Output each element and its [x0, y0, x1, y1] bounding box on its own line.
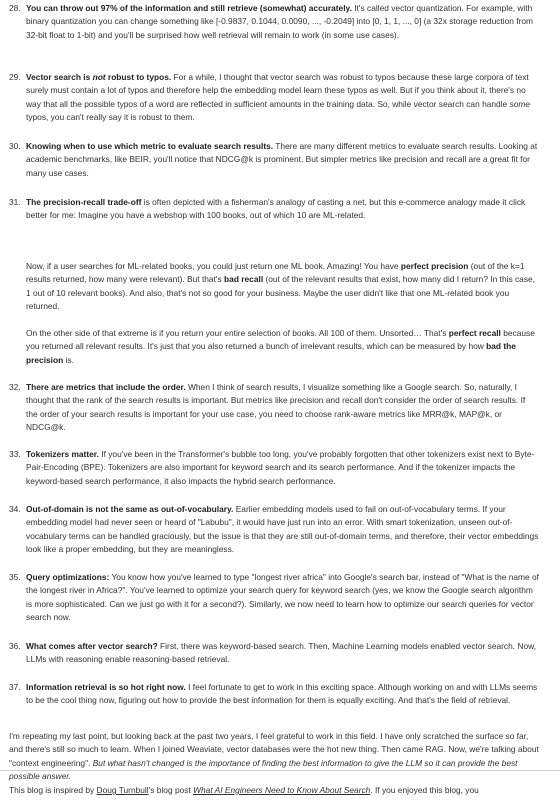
item-number: 37.	[9, 682, 21, 692]
item-body	[26, 448, 539, 488]
item-lead: Information retrieval is so hot right now.	[26, 682, 186, 692]
item-body	[26, 2, 539, 42]
footer-note: This blog is inspired by Doug Turnbull's blog post What AI Engineers Need to Know About Search. If you enjoyed this blog, you	[9, 785, 479, 795]
item-body: Vector search is not robust to typos. For a while, I thought that vector search was robust to typos because these large corpora of text surely must contain a lot of typos and therefore help the embedding model learn these typos as well. But if you think about it, there's no way that all the possible typos of a word are reflected in sufficient amounts in the training data. So, while vector search can handle some typos, you can't really say it is robust to them.	[26, 72, 531, 123]
item-number: 29.	[9, 72, 21, 82]
item-lead: You can throw out 97% of the information and still retrieve (somewhat) accurately.	[26, 3, 352, 13]
item-number: 31.	[9, 197, 21, 207]
item-lead: Out-of-domain is not the same as out-of-vocabulary.	[26, 504, 234, 514]
item-body	[26, 381, 539, 435]
divider	[0, 770, 560, 771]
item-text: You know how you've learned to type "longest river africa" into Google's search bar, instead of "What is the name of the longest river in Africa?". You've learned to optimize your search query for keyword search (yes, we know the Google search algorithm is more sophisticated. Can we just go with it for a second?). Similarly, we now need to learn how to optimize our search queries for vector search now.	[26, 572, 540, 623]
item-lead: Tokenizers matter.	[26, 449, 99, 459]
item-body	[26, 640, 539, 667]
item-31-paragraph-2: Now, if a user searches for ML-related books, you could just return one ML book. Amazing! You have perfect precision (out of the k=1 results returned, how many were relevant). But that's bad recall (out of the relevant results that exist, how many did I return? In this case, 1 out of 10 relevant books). And also, that's not so good for your business. Maybe the user didn't like that one ML-related book you returned.	[26, 261, 536, 312]
item-text: is often depicted with a fisherman's analogy of casting a net, but this e-commerce analogy made it click better for me: Imagine you have a webshop with 100 books, out of which 10 are ML-related.	[26, 197, 526, 221]
item-lead: Knowing when to use which metric to evaluate search results.	[26, 141, 274, 151]
item-number: 30.	[9, 141, 21, 151]
item-number: 33.	[9, 449, 21, 459]
item-lead: Query optimizations:	[26, 572, 110, 582]
item-body	[26, 196, 539, 223]
item-body	[26, 140, 539, 180]
item-lead: There are metrics that include the order.	[26, 382, 186, 392]
item-lead: Vector search is not robust to typos.	[26, 72, 172, 82]
item-lead: The precision-recall trade-off	[26, 197, 142, 207]
item-lead: What comes after vector search?	[26, 641, 158, 651]
item-text: First, there was keyword-based search. Then, Machine Learning models enabled vector search. Now, LLMs with reasoning enable reasoning-based retrieval.	[26, 641, 537, 665]
item-body	[26, 571, 539, 625]
closing-paragraph: I'm repeating my last point, but looking back at the past two years, I feel grateful to work in this field. I have only scratched the surface so far, and there's still so much to learn. When I joined Weaviate, vector databases were the hot new thing. Then came RAG. Now, we're talking about "context engineering". But what hasn't changed is the importance of finding the best information to give the LLM so it can provide the best possible answer.	[9, 731, 539, 782]
item-text: It's called vector quantization. For example, with binary quantization you can change something like [-0.9837, 0.1044, 0.0090, ..., -0.2049] into [0, 1, 1, ..., 0] (a 32x storage reduction from 32-bit float to 1-bit) and you'll be surprised how well retrieval will remain to work (in some use cases).	[26, 3, 534, 40]
item-text: I feel fortunate to get to work in this exciting space. Although working on and with LLMs seems to be the cool thing now, figuring out how to provide the best information for them is equally exciting. And that's the field of retrieval.	[26, 682, 538, 706]
author-link[interactable]: Doug Turnbull	[96, 785, 149, 795]
item-text: When I think of search results, I visualize something like a Google search. So, naturally, I thought that the rank of the search results is important. But metrics like precision and recall don't consider the order of search results. If the order of your search results is important for your use case, you need to choose rank-aware metrics like MRR@k, MAP@k, or NDCG@k.	[26, 382, 526, 433]
item-text: There are many different metrics to evaluate search results. Looking at academic benchmarks, like BEIR, you'll notice that NDCG@k is prominent. But simpler metrics like precision and recall are a great fit for many use cases.	[26, 141, 538, 178]
item-text: For a while, I thought that vector search was robust to typos because these large corpora of text surely must contain a lot of typos and therefore help the embedding model learn these typos as well. But if you think about it, there's no way that all the possible typos of a word are reflected in sufficient amounts in the training data. So, while vector search can handle	[26, 72, 529, 109]
item-text: Earlier embedding models used to fail on out-of-vocabulary terms. If your embedding model had never seen or heard of "Labubu", it would have just run into an error. With smart tokenization, unseen out-of-vocabulary terms can be handled graciously, but the issue is that they are still out-of-domain terms, and therefore, their vector embeddings look like a proper embedding, but they are meaningless.	[26, 504, 539, 555]
item-31-paragraph-3: On the other side of that extreme is if you return your entire selection of books. All 100 of them. Unsorted… That's perfect recall because you returned all relevant results. It's just that you also returned a bunch of irrelevant results, which can be measured by how bad the precision is.	[26, 328, 535, 365]
item-number: 34.	[9, 504, 21, 514]
item-body	[26, 503, 539, 557]
item-number: 32.	[9, 382, 21, 392]
blog-post-link[interactable]: What AI Engineers Need to Know About Search	[193, 785, 371, 795]
item-number: 36.	[9, 641, 21, 651]
item-number: 28.	[9, 3, 21, 13]
item-text: If you've been in the Transformer's bubble too long, you've probably forgotten that other tokenizers exist next to Byte-Pair-Encoding (BPE). Tokenizers are also important for keyword search and its search performance. And if the tokenizer impacts the keyword-based search performance, it also impacts the hybrid search performance.	[26, 449, 535, 486]
item-body	[26, 681, 539, 708]
item-number: 35.	[9, 572, 21, 582]
